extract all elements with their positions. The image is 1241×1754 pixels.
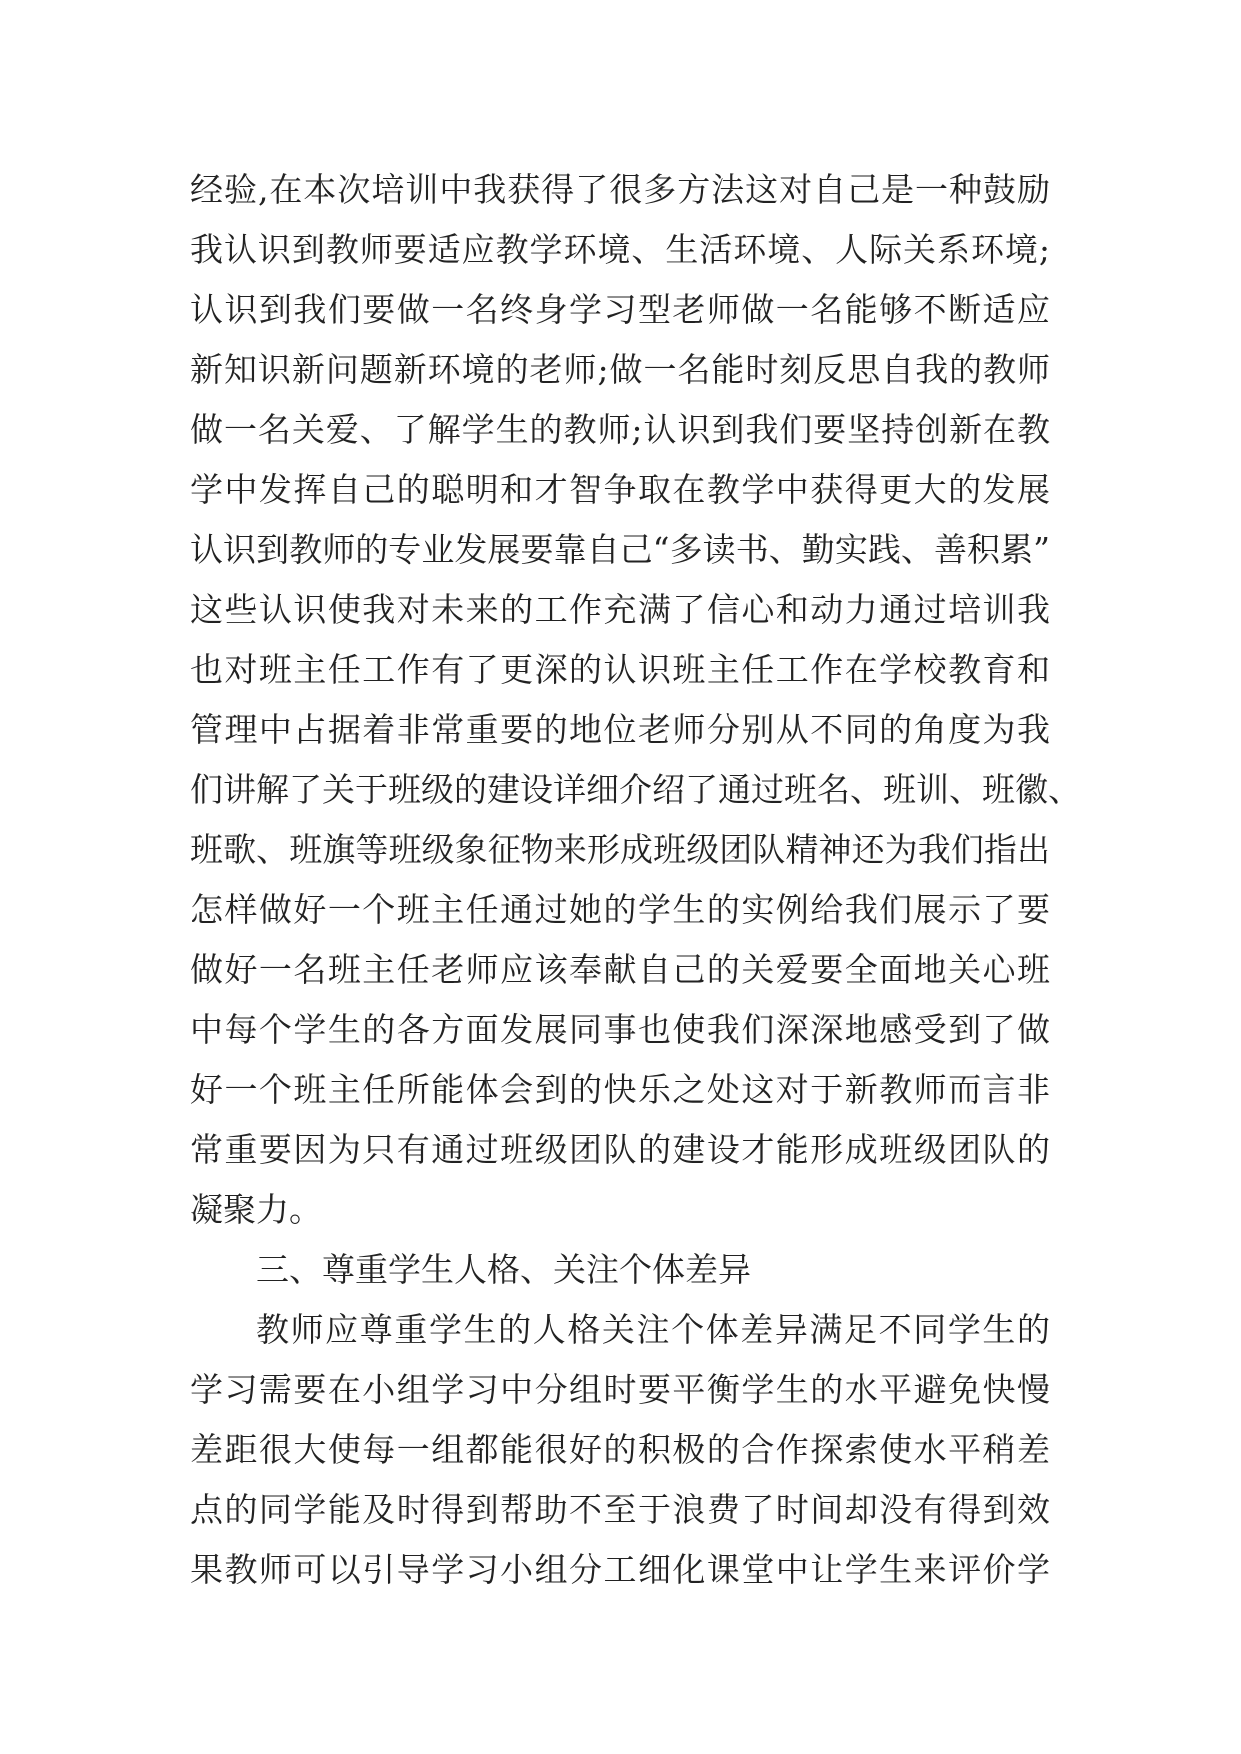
document-body — [190, 160, 1081, 1600]
section-paragraph-line: 学习需要在小组学习中分组时要平衡学生的水平避免快慢 — [190, 1370, 1050, 1409]
paragraph-line: 凝聚力。 — [190, 1190, 322, 1229]
paragraph-line: 也对班主任工作有了更深的认识班主任工作在学校教育和 — [190, 650, 1050, 689]
paragraph-line: 认识到教师的专业发展要靠自己“多读书、勤实践、善积累” — [190, 530, 1050, 569]
paragraph-line: 怎样做好一个班主任通过她的学生的实例给我们展示了要 — [190, 890, 1050, 929]
paragraph-line: 们讲解了关于班级的建设详细介绍了通过班名、班训、班徽、 — [190, 770, 1081, 809]
paragraph-line: 我认识到教师要适应教学环境、生活环境、人际关系环境; — [190, 230, 1050, 269]
section-paragraph-line: 教师应尊重学生的人格关注个体差异满足不同学生的 — [256, 1310, 1050, 1349]
paragraph-line: 经验,在本次培训中我获得了很多方法这对自己是一种鼓励 — [190, 170, 1050, 209]
section-paragraph-line: 果教师可以引导学习小组分工细化课堂中让学生来评价学 — [190, 1550, 1050, 1589]
section-paragraph-line: 差距很大使每一组都能很好的积极的合作探索使水平稍差 — [190, 1430, 1050, 1469]
paragraph-line: 认识到我们要做一名终身学习型老师做一名能够不断适应 — [190, 290, 1050, 329]
paragraph-line: 做好一名班主任老师应该奉献自己的关爱要全面地关心班 — [190, 950, 1050, 989]
paragraph-line: 学中发挥自己的聪明和才智争取在教学中获得更大的发展 — [190, 470, 1050, 509]
paragraph-line: 常重要因为只有通过班级团队的建设才能形成班级团队的 — [190, 1130, 1050, 1169]
paragraph-line: 好一个班主任所能体会到的快乐之处这对于新教师而言非 — [190, 1070, 1050, 1109]
section-heading: 三、尊重学生人格、关注个体差异 — [256, 1250, 751, 1289]
paragraph-line: 新知识新问题新环境的老师;做一名能时刻反思自我的教师 — [190, 350, 1050, 389]
paragraph-line: 这些认识使我对未来的工作充满了信心和动力通过培训我 — [190, 590, 1050, 629]
paragraph-line: 管理中占据着非常重要的地位老师分别从不同的角度为我 — [190, 710, 1050, 749]
section-paragraph-line: 点的同学能及时得到帮助不至于浪费了时间却没有得到效 — [190, 1490, 1050, 1529]
paragraph-line: 中每个学生的各方面发展同事也使我们深深地感受到了做 — [190, 1010, 1050, 1049]
paragraph-line: 做一名关爱、了解学生的教师;认识到我们要坚持创新在教 — [190, 410, 1050, 449]
paragraph-line: 班歌、班旗等班级象征物来形成班级团队精神还为我们指出 — [190, 830, 1050, 869]
